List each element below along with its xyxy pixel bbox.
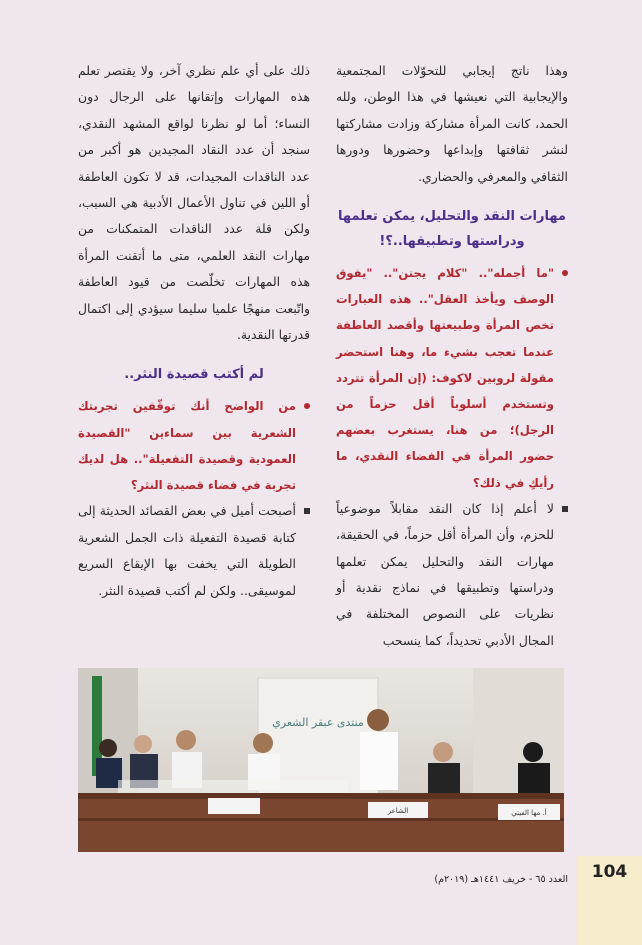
nameplate-text: أ. مها الفيتي — [511, 809, 547, 817]
banner-text: منتدى عبقر الشعري — [272, 716, 364, 729]
left-column — [78, 58, 310, 604]
continued-paragraph: ذلك على أي علم نظري آخر، ولا يقتصر تعلم هذه المهارات وإتقانها على الرجال دون النساء؛ أما لو نظرنا لواقع المشهد النقدي، سنجد أن عدد النقاد المجيدين هو أكبر من عدد الناقدات المجيدات، قد لا تكون العاطفة أو اللين في تناول الأعمال الأدبية هي السبب، ولكن قلة عدد الناقدات المتمكنات من مهارات النقد العلمي، متى ما أتقنت المرأة هذه المهارات تخلّصت من قيود العاطفة واتّبعت منهجًا علميا سليما سيؤدي إلى اكتمال قدرتها النقدية. — [78, 63, 310, 343]
section-heading-prose-poem: لم أكتب قصيدة النثر.. — [124, 367, 264, 383]
issue-info: العدد ٦٥ - خريف ١٤٤١هـ (٢٠١٩م) — [434, 874, 568, 885]
interview-answer: أصبحت أميل في بعض القصائد الحديثة إلى كتابة قصيدة التفعيلة ذات الجمل الشعرية الطويلة التي يخفت بها الإيقاع السريع لموسيقى.. ولكن لم أكتب قصيدة النثر. — [78, 498, 310, 604]
panel-discussion-image — [78, 668, 564, 852]
section-heading-criticism: مهارات النقد والتحليل، يمكن تعلمها ودراستها وتطبيقها..؟! — [338, 209, 566, 250]
interview-question: "ما أجمله".. "كلام يجنن".. "يفوق الوصف ويأخذ العقل".. هذه العبارات تخص المرأة وطبيعتها وأقصد العاطفة عندما تعجب بشيء ما، وهنا استحضر مقولة لروبين لاكوف: (إن المرأة تتردد وتستخدم أسلوباً أقل حزماً من الرجل)؛ من هنا، يستغرب بعضهم حضور المرأة في الفضاء النقدي، ما رأيكِ في ذلك؟ — [336, 260, 568, 496]
interview-question: من الواضح أنك توقّفين تجربتك الشعرية بين سماءين "القصيدة العمودية وقصيدة التفعيلة".. هل لديك تجربة في فضاء قصيدة النثر؟ — [78, 393, 310, 498]
event-photo — [78, 668, 564, 852]
right-column — [336, 58, 568, 654]
page-number: 104 — [591, 862, 628, 882]
intro-paragraph: وهذا ناتج إيجابي للتحوّلات المجتمعية والإيجابية التي نعيشها في هذا الوطن، ولله الحمد، كانت المرأة مشاركة وزادت مشاركتها لنشر ثقافتها وإبداعها وحضورها ودورها الثقافي والمعرفي والحضاري. — [336, 63, 568, 184]
nameplate-text: الشاعر — [387, 807, 409, 815]
interview-answer: لا أعلم إذا كان النقد مقابلاً موضوعياً للحزم، وأن المرأة أقل حزماً، في الحقيقة، مهارات النقد والتحليل يمكن تعلمها ودراستها وتطبيقها في نماذج نقدية أو نظريات على النصوص المختلفة في المجال الأدبي تحديداً، كما ينسحب — [336, 496, 568, 654]
